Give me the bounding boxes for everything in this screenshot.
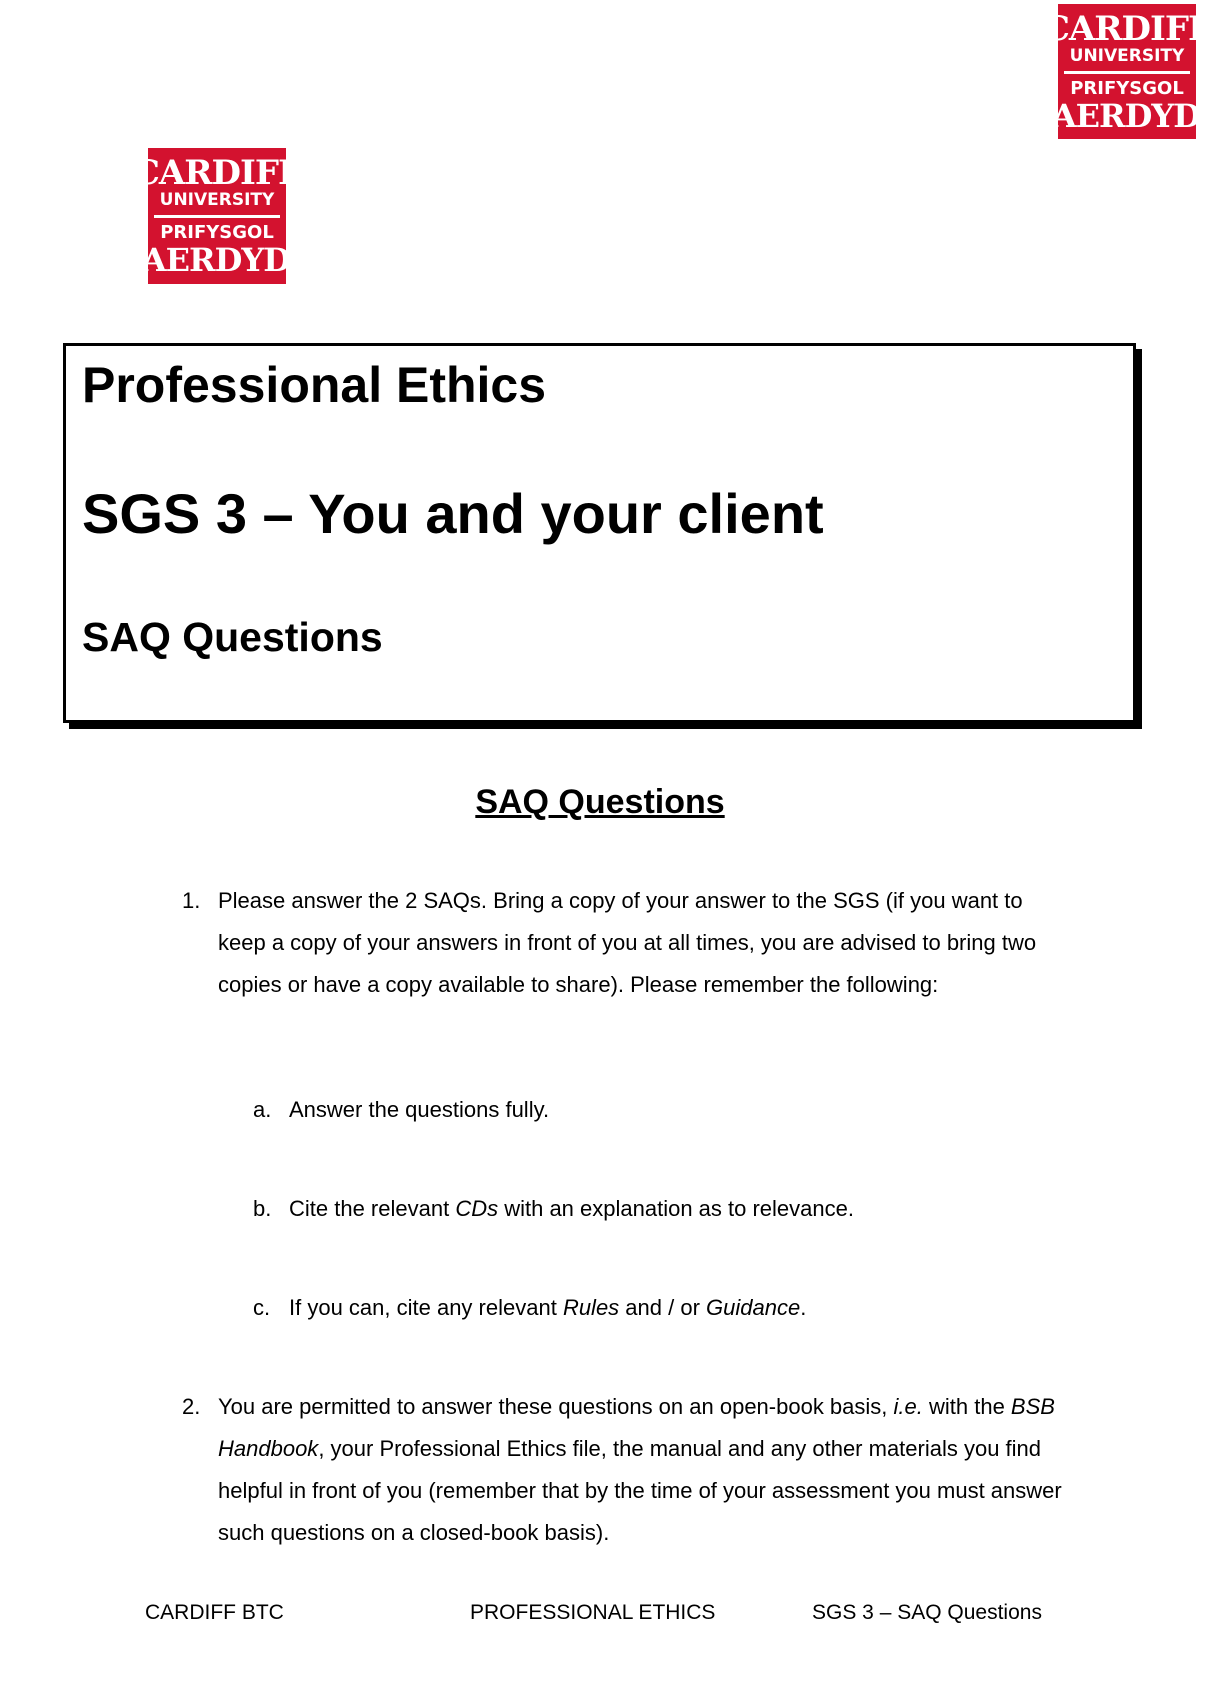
text-run: with the	[922, 1394, 1011, 1419]
text-run: You are permitted to answer these questions on an open-book basis,	[218, 1394, 894, 1419]
logo-text-cardiff: CARDIFF	[132, 153, 302, 193]
sub-list-item-letter: c.	[253, 1295, 271, 1320]
footer-right: SGS 3 – SAQ Questions	[812, 1601, 1042, 1624]
text-run: Cite the relevant	[289, 1196, 456, 1221]
list-item	[182, 880, 1062, 1006]
sub-list-item	[253, 1089, 1053, 1131]
text-run: and / or	[619, 1295, 707, 1320]
sub-list-item-text	[289, 1188, 1053, 1230]
list-item-text	[218, 880, 1062, 1006]
emphasis-text: BSB Handbook	[218, 1394, 1055, 1461]
text-run: Please answer the 2 SAQs. Bring a copy of your answer to the SGS (if you want to keep a copy of your answers in front of you at all times, you are advised to bring two copies or have a copy available to share). Please remember the following:	[218, 888, 1037, 997]
emphasis-text: Rules	[562, 1295, 620, 1320]
logo-divider	[154, 215, 280, 218]
logo-text-caerdydd: CAERDYDD	[1027, 96, 1227, 135]
emphasis-text: i.e.	[893, 1394, 923, 1419]
text-run: Answer the questions fully.	[289, 1097, 550, 1122]
emphasis-text: CDs	[455, 1196, 499, 1221]
footer-middle: PROFESSIONAL ETHICS	[470, 1601, 716, 1624]
logo-text-cardiff: CARDIFF	[1042, 8, 1212, 49]
emphasis-text: Guidance	[706, 1295, 801, 1320]
sub-list-item-text	[289, 1089, 1053, 1131]
text-run: If you can, cite any relevant	[289, 1295, 563, 1320]
title-box	[63, 343, 1136, 723]
document-title: Professional Ethics	[82, 357, 547, 413]
document-label: SAQ Questions	[82, 614, 383, 660]
sub-list-item-text	[289, 1287, 1053, 1329]
logo-text-university: UNIVERSITY	[159, 190, 275, 210]
list-item-number: 1.	[182, 888, 201, 913]
logo-text-university: UNIVERSITY	[1069, 45, 1185, 66]
sub-list-item	[253, 1287, 1053, 1329]
logo-text-caerdydd: CAERDYDD	[117, 241, 317, 279]
sub-list-item-letter: a.	[253, 1097, 272, 1122]
list-item-number: 2.	[182, 1394, 201, 1419]
text-run: with an explanation as to relevance.	[498, 1196, 854, 1221]
document-subtitle: SGS 3 – You and your client	[82, 482, 824, 545]
cardiff-university-logo-top	[1027, 4, 1227, 139]
logo-text-prifysgol: PRIFYSGOL	[160, 222, 274, 243]
footer-left: CARDIFF BTC	[145, 1601, 284, 1624]
logo-divider	[1064, 71, 1190, 74]
logo-text-prifysgol: PRIFYSGOL	[1070, 77, 1184, 99]
cardiff-university-logo	[117, 148, 317, 284]
sub-list-item-letter: b.	[253, 1196, 272, 1221]
text-run: , your Professional Ethics file, the manual and any other materials you find helpful in front of you (remember that by the time of your assessment you must answer such questions on a closed-book basis).	[218, 1436, 1062, 1545]
list-item	[182, 1386, 1062, 1554]
section-heading: SAQ Questions	[475, 783, 725, 821]
text-run: .	[800, 1295, 807, 1320]
sub-list-item	[253, 1188, 1053, 1230]
list-item-text	[218, 1386, 1062, 1554]
